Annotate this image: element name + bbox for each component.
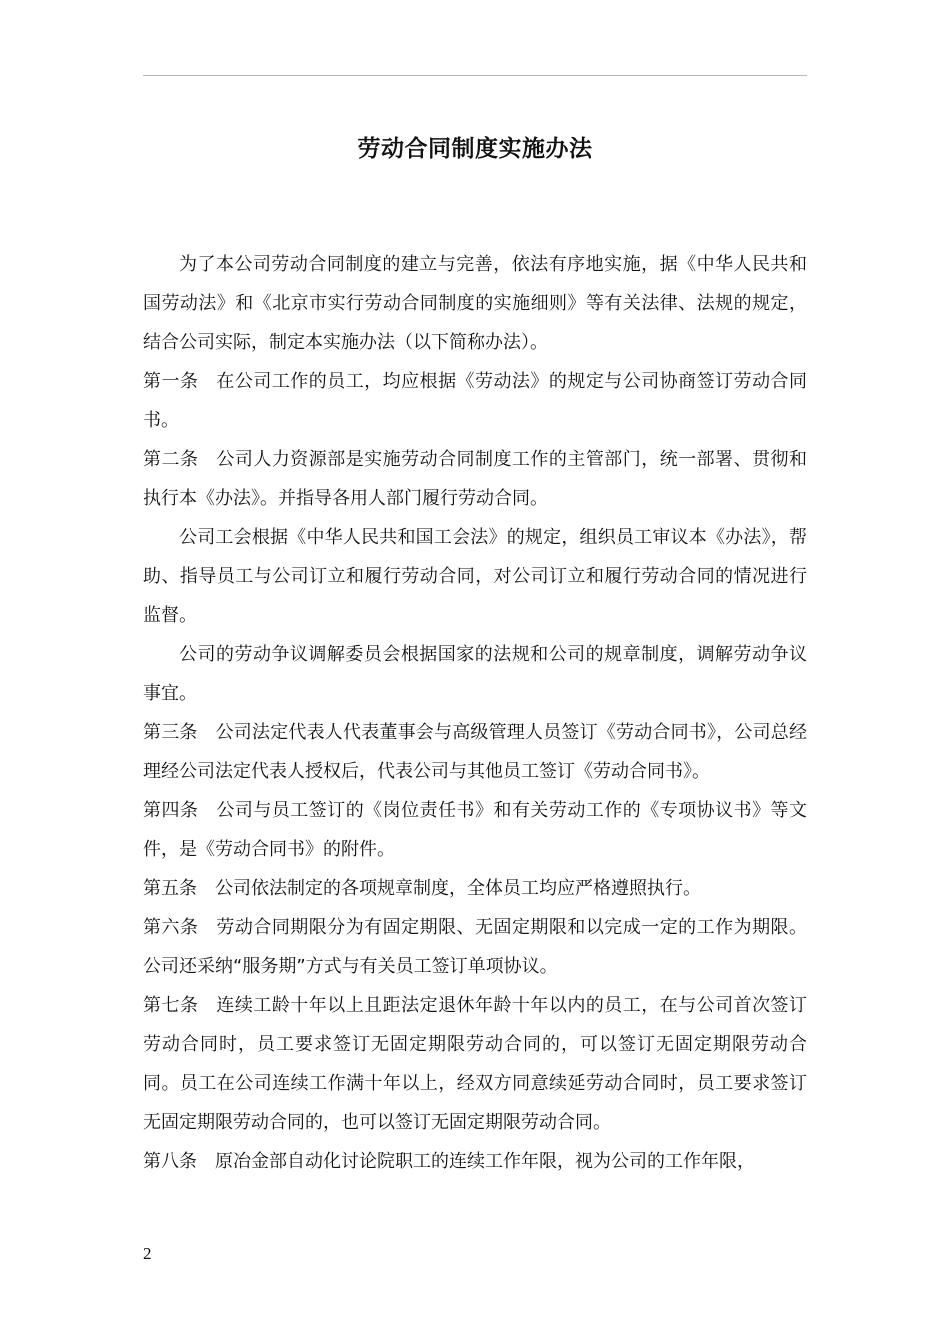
article-number: 第七条 (143, 995, 199, 1016)
article-text: 连续工龄十年以上且距法定退休年龄十年以内的员工，在与公司首次签订劳动合同时，员工要求签订无固定期限劳动合同的，可以签订无固定期限劳动合同。员工在公司连续工作满十年以上，经双方同意续延劳动合同时，员工要求签订无固定期限劳动合同的，也可以签订无固定期限劳动合同。 (143, 995, 808, 1133)
page-number: 2 (143, 1244, 152, 1263)
article-number: 第二条 (143, 449, 199, 470)
article-5 (143, 869, 807, 908)
article-2 (143, 440, 807, 518)
article-number: 第八条 (143, 1151, 197, 1172)
article-text: 公司依法制定的各项规章制度，全体员工均应严格遵照执行。 (215, 878, 701, 899)
article-number: 第五条 (143, 878, 197, 899)
article-text: 公司与员工签订的《岗位责任书》和有关劳动工作的《专项协议书》等文件，是《劳动合同书》的附件。 (143, 800, 808, 860)
article-number: 第三条 (143, 722, 198, 743)
article-2-paragraph-mediation: 公司的劳动争议调解委员会根据国家的法规和公司的规章制度，调解劳动争议事宜。 (143, 644, 807, 704)
article-number: 第一条 (143, 371, 199, 392)
article-number: 第六条 (143, 917, 199, 938)
article-text: 原冶金部自动化讨论院职工的连续工作年限，视为公司的工作年限， (215, 1151, 755, 1172)
document-body (143, 245, 807, 1181)
article-number: 第四条 (143, 800, 199, 821)
article-8 (143, 1142, 807, 1181)
article-text: 在公司工作的员工，均应根据《劳动法》的规定与公司协商签订劳动合同书。 (143, 371, 808, 431)
article-2-paragraph-union: 公司工会根据《中华人民共和国工会法》的规定，组织员工审议本《办法》，帮助、指导员工与公司订立和履行劳动合同，对公司订立和履行劳动合同的情况进行监督。 (143, 527, 807, 626)
article-4 (143, 791, 807, 869)
header-rule (143, 75, 807, 76)
article-text: 劳动合同期限分为有固定期限、无固定期限和以完成一定的工作为期限。公司还采纳“服务期”方式与有关员工签订单项协议。 (143, 917, 808, 977)
article-text: 公司人力资源部是实施劳动合同制度工作的主管部门，统一部署、贯彻和执行本《办法》。并指导各用人部门履行劳动合同。 (143, 449, 808, 509)
article-7 (143, 986, 807, 1142)
article-1 (143, 362, 807, 440)
article-3 (143, 713, 807, 791)
article-text: 公司法定代表人代表董事会与高级管理人员签订《劳动合同书》，公司总经理经公司法定代表人授权后，代表公司与其他员工签订《劳动合同书》。 (143, 722, 808, 782)
preamble-paragraph: 为了本公司劳动合同制度的建立与完善，依法有序地实施，据《中华人民共和国劳动法》和《北京市实行劳动合同制度的实施细则》等有关法律、法规的规定，结合公司实际，制定本实施办法（以下简称办法）。 (143, 254, 807, 353)
article-6 (143, 908, 807, 986)
document-title: 劳动合同制度实施办法 (357, 136, 593, 162)
